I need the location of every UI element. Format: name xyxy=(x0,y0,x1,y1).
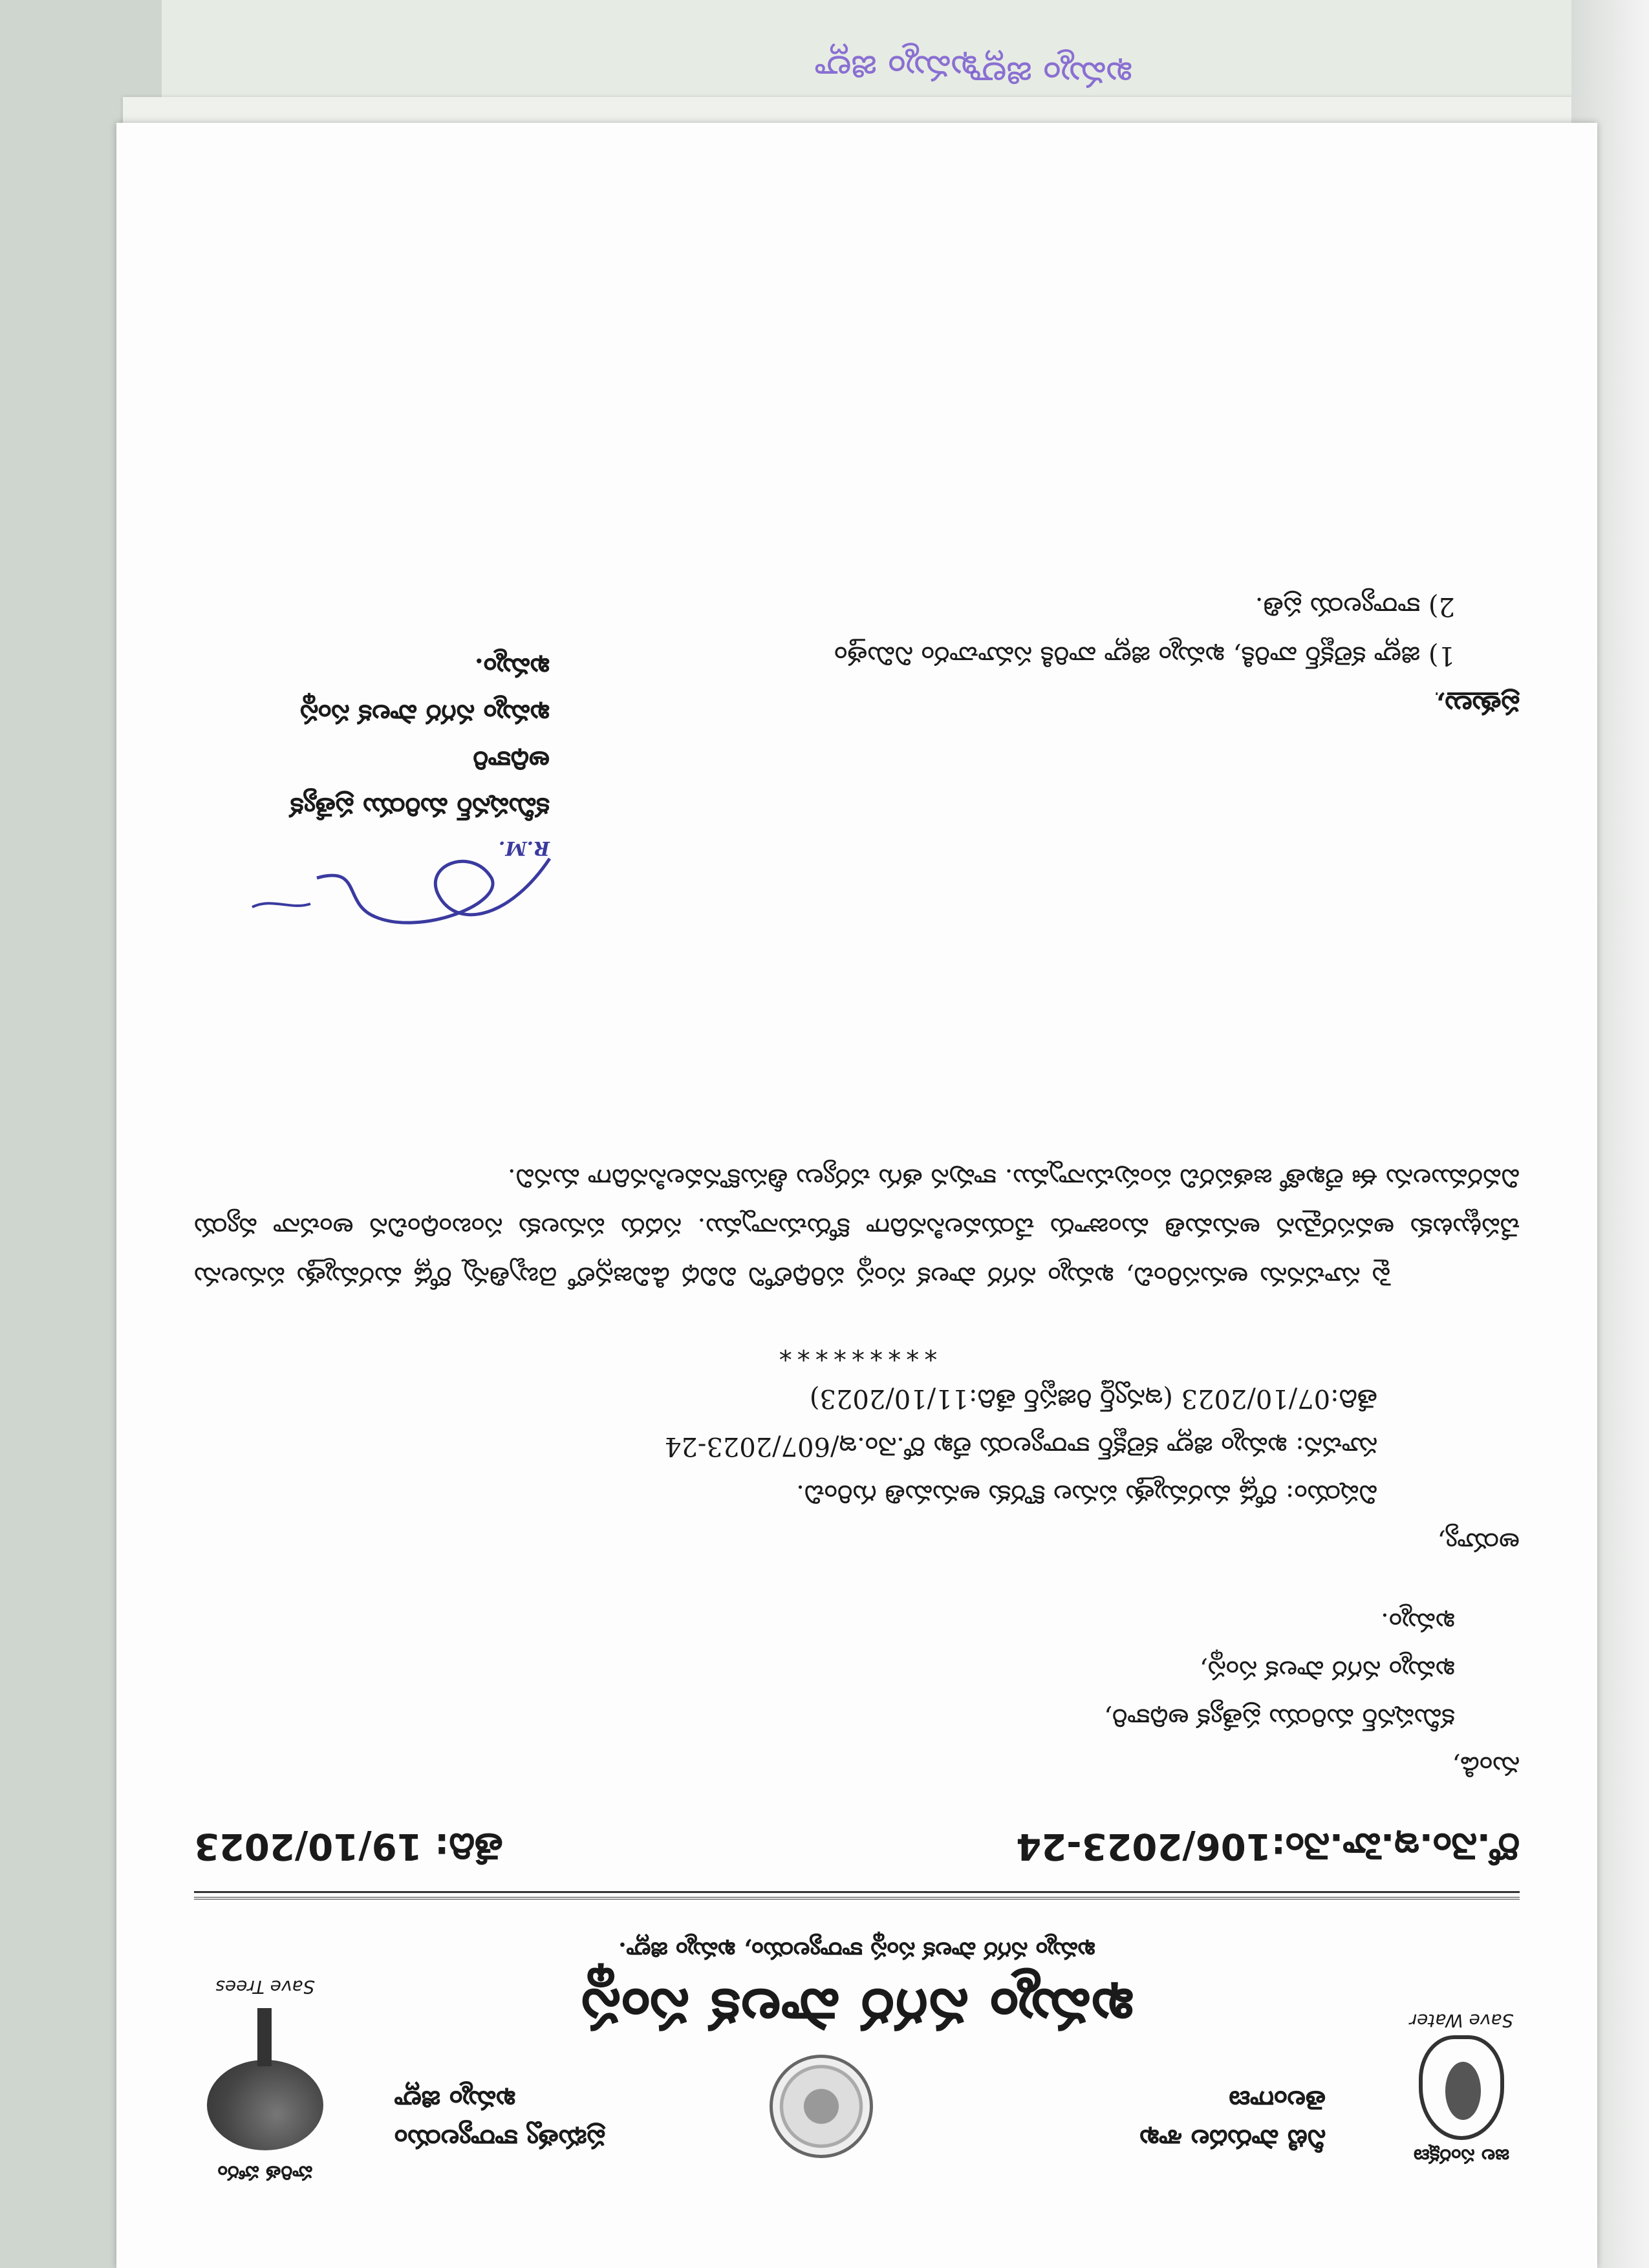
addressee-line: కమీషనర్ మరియు ప్రత్యేక అధికారి, xyxy=(1104,1703,1455,1733)
letterhead xyxy=(194,1912,1520,2184)
organization-address: ఖమ్మం నగర పాలక సంస్థ కార్యాలయం, ఖమ్మం జిల్లా. xyxy=(618,1937,1095,1964)
dept-right-line: ప్రభుత్వ కార్యాలయం xyxy=(394,2124,606,2154)
dept-right xyxy=(394,2081,614,2158)
dept-right-line: ఖమ్మం జిల్లా xyxy=(394,2085,516,2115)
salutation: అయ్యా, xyxy=(1437,1527,1520,1557)
header-divider xyxy=(194,1891,1520,1899)
letter-content xyxy=(116,123,1597,2268)
dept-left xyxy=(1139,2081,1326,2158)
addressee-line: ఖమ్మం నగర పాలక సంస్థ, xyxy=(1199,1655,1455,1685)
stamp-text: ఖమ్మం జిల్లా xyxy=(815,48,978,89)
signatory-line: ఖమ్మం. xyxy=(474,652,550,683)
body-paragraph: పై సూచనను అనుసరించి, ఖమ్మం నగర పాలక సంస్థ పరిధిలోని వివిధ డివిజన్లలో దెబ్బతిన్న రోడ్ల మరమ్మత్తు పనులను చేపట్టుటకు అవసరమైన అనుమతి మంజూరు చేయవలసినదిగా కోరుచున్నాము. సదరు పనులకు సంబంధించిన అంచనా వ్యయ వివరములను ఈ లేఖతో జతపరచి పంపుచున్నాము. కావున తగు చర్యలు తీసుకొనవలసినదిగా మనవి. xyxy=(194,1163,1520,1291)
save-water-logo xyxy=(1403,2010,1520,2171)
signatory-line: కమీషనర్ మరియు ప్రత్యేక అధికారి xyxy=(290,745,550,822)
logo-top-text: హరిత హారం xyxy=(217,2161,313,2184)
logo-caption: Save Water xyxy=(1409,2010,1514,2031)
addressee-line: ఖమ్మం. xyxy=(1381,1607,1455,1637)
stamp-text: ఖమ్మం జిల్లా xyxy=(970,54,1133,95)
reference-number: రో.నెం.ఇ.హె.నెం:106/2023-24 xyxy=(1016,1825,1520,1867)
copy-to-item: 1) జిల్లా కలెక్టర్ వారికి, ఖమ్మం జిల్లా వారికి సమాచారం నిమిత్తం xyxy=(834,641,1455,670)
dept-left-line: తెలంగాణ xyxy=(1229,2085,1326,2115)
copy-to-section xyxy=(194,582,1520,729)
dept-left-line: నీటి పారుదల శాఖ xyxy=(1139,2124,1326,2154)
dated-line: తేది:07/10/2023 (ఇన్వర్డ్ రిజిస్టర్ తేది:11/10/2023) xyxy=(809,1384,1377,1413)
government-emblem-icon xyxy=(770,2055,873,2158)
subject-line: విషయం: రోడ్ల మరమ్మత్తు పనుల కొరకు అనుమతి గురించి. xyxy=(796,1479,1377,1509)
separator-stars: ********* xyxy=(775,1336,939,1365)
signatory-line: ఖమ్మం నగర పాలక సంస్థ xyxy=(299,699,550,729)
letter-page xyxy=(116,123,1597,2268)
from-label: నుండి, xyxy=(1452,1751,1520,1781)
letter-body xyxy=(194,1128,1520,1790)
water-drop-icon xyxy=(1419,2035,1504,2140)
letter-date: తేది: 19/10/2023 xyxy=(194,1825,503,1867)
signature-initials: R.M. xyxy=(498,837,550,859)
reference-line: సూచన: ఖమ్మం జిల్లా కలెక్టర్ కార్యాలయ లేఖ రో.నెం.ఇ/607/2023-24 xyxy=(664,1431,1377,1461)
logo-top-text: జల సంరక్షణ xyxy=(1413,2145,1510,2167)
copy-to-heading: ప్రతులు, xyxy=(1436,690,1520,720)
tree-icon xyxy=(200,2002,330,2150)
organization-name: ఖమ్మం నగర పాలక సంస్థ xyxy=(580,1976,1134,2042)
save-trees-logo xyxy=(194,1976,336,2184)
copy-to-item: 2) కార్యాలయ ప్రతి. xyxy=(1255,592,1455,621)
logo-caption: Save Trees xyxy=(215,1976,315,1998)
